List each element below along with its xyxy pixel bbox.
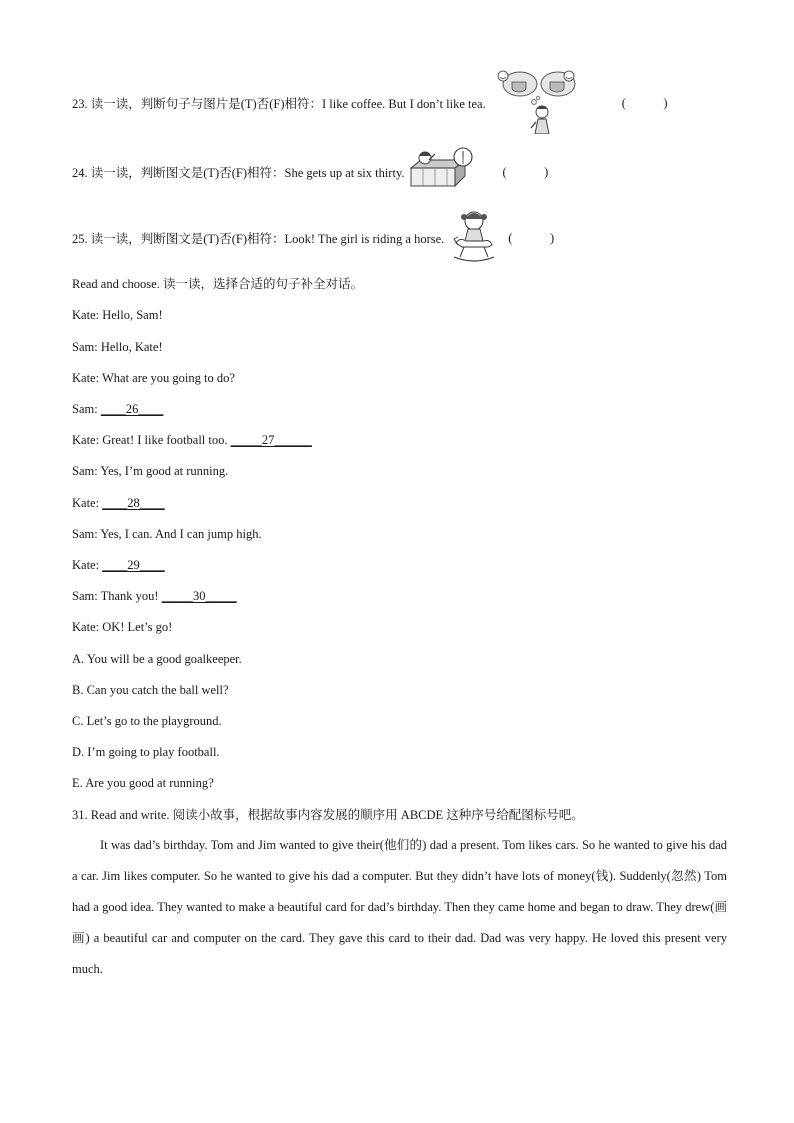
answer-paren-24: ( ) bbox=[502, 164, 549, 179]
dialogue-line: Sam: ____26____ bbox=[72, 402, 164, 416]
blank-28[interactable]: ____28____ bbox=[102, 496, 165, 510]
dialogue-line: Sam: Yes, I’m good at running. bbox=[72, 464, 229, 478]
question-25-text: 25. 读一读，判断图文是(T)否(F)相符：Look! The girl is riding a horse. bbox=[72, 232, 445, 246]
story-paragraph bbox=[72, 830, 727, 985]
coffee-tea-thought-picture bbox=[490, 68, 580, 138]
option-c: C. Let’s go to the playground. bbox=[72, 714, 222, 728]
dialogue-line: Sam: Hello, Kate! bbox=[72, 340, 163, 354]
dialogue-line: Sam: Yes, I can. And I can jump high. bbox=[72, 527, 262, 541]
story-text: It was dad’s birthday. Tom and Jim wanted to give their(他们的) dad a present. Tom likes cars. So he wanted to give his dad a car. Jim likes computer. So he wanted to give his dad a computer. But they didn’t have lots of money(钱). Suddenly(忽然) Tom had a good idea. They wanted to make a beautiful card for dad’s birthday. Then they came home and began to draw. They drew(画画) a beautiful car and computer on the card. They gave this card to their dad. Dad was very happy. He loved this present very much. bbox=[72, 838, 727, 976]
answer-paren-25: ( ) bbox=[508, 230, 555, 245]
dialogue-line: Kate: What are you going to do? bbox=[72, 371, 235, 385]
dialogue-line: Kate: ____28____ bbox=[72, 496, 165, 510]
option-a: A. You will be a good goalkeeper. bbox=[72, 652, 242, 666]
girl-bed-clock-picture bbox=[409, 146, 475, 198]
blank-26[interactable]: ____26____ bbox=[100, 402, 164, 416]
question-24 bbox=[72, 146, 548, 198]
dialogue-line: Kate: ____29____ bbox=[72, 558, 165, 572]
option-b: B. Can you catch the ball well? bbox=[72, 683, 229, 697]
dialogue-line: Kate: Hello, Sam! bbox=[72, 308, 163, 322]
section-title: Read and choose. 读一读，选择合适的句子补全对话。 bbox=[72, 277, 363, 291]
blank-27[interactable]: _____27______ bbox=[230, 433, 312, 447]
question-23-text: 23. 读一读，判断句子与图片是(T)否(F)相符：I like coffee. But I don’t like tea. bbox=[72, 97, 486, 111]
question-23 bbox=[72, 68, 668, 138]
dialogue-line: Kate: OK! Let’s go! bbox=[72, 620, 173, 634]
story-title: 31. Read and write. 阅读小故事，根据故事内容发展的顺序用 ABCDE 这种序号给配图标号吧。 bbox=[72, 808, 584, 822]
dialogue-line: Kate: Great! I like football too. _____27______ bbox=[72, 433, 312, 447]
question-24-text: 24. 读一读，判断图文是(T)否(F)相符：She gets up at six thirty. bbox=[72, 166, 405, 180]
option-e: E. Are you good at running? bbox=[72, 776, 214, 790]
blank-30[interactable]: _____30_____ bbox=[161, 589, 237, 603]
blank-29[interactable]: ____29____ bbox=[102, 558, 165, 572]
girl-rocking-horse-picture bbox=[448, 207, 498, 269]
dialogue-line: Sam: Thank you! _____30_____ bbox=[72, 589, 237, 603]
answer-paren-23: ( ) bbox=[621, 95, 668, 110]
option-d: D. I’m going to play football. bbox=[72, 745, 220, 759]
question-25 bbox=[72, 207, 554, 269]
